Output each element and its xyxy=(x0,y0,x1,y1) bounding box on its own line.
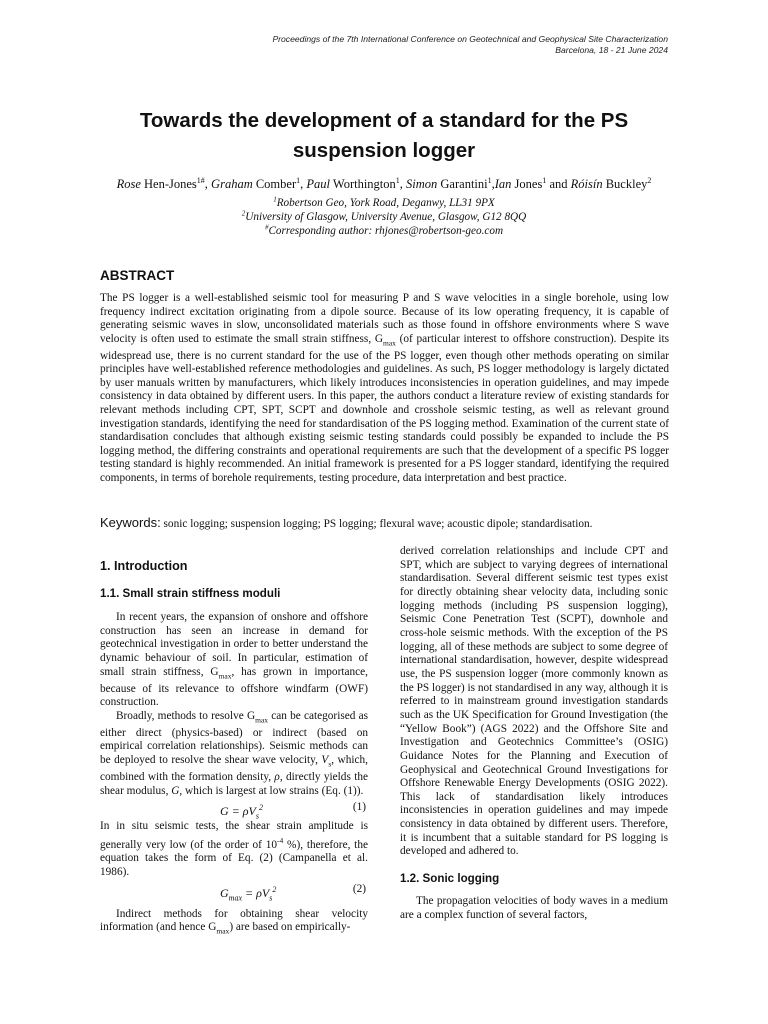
affiliation-line: $^2$University of Glasgow, University Avenue, Glasgow, G12 8QQ xyxy=(241,209,527,223)
equation-1-expression: $G = \rho V_s^2$ xyxy=(220,803,263,821)
author-list xyxy=(60,175,708,193)
author-separator: , xyxy=(399,177,407,191)
subsection-heading-sonic-logging: 1.2. Sonic logging xyxy=(400,872,500,886)
keywords-line xyxy=(100,516,669,531)
author-family-name: Hen-Jones xyxy=(144,177,197,191)
section-heading-introduction: 1. Introduction xyxy=(100,559,188,573)
affiliation-line: #Corresponding author: rhjones@robertson-geo.com xyxy=(264,223,504,237)
author-affiliation-mark: 1 xyxy=(542,175,547,185)
author-separator: , xyxy=(300,177,307,191)
affiliation-line: $^1$Robertson Geo, York Road, Deganwy, LL31 9PX xyxy=(273,195,495,209)
author-separator: , xyxy=(204,177,212,191)
affiliation-list xyxy=(100,196,668,238)
equation-2-number: (2) xyxy=(352,882,366,895)
equation-1-number: (1) xyxy=(352,801,366,814)
author-affiliation-mark: 2 xyxy=(647,175,652,185)
equation-1 xyxy=(100,798,368,820)
author-separator: , xyxy=(491,177,495,191)
author-family-name: Worthington xyxy=(332,177,396,191)
title-line-1: Towards the development of a standard for the PS xyxy=(139,109,629,132)
author-family-name: Jones xyxy=(514,177,543,191)
paragraph: derived correlation relationships and include CPT and SPT, which are subject to varying degrees of international standardisation. Several different seismic test types exist for directly obtaining shear velocity data, including sonic logging methods (including PS suspension logging), Seismic Cone Penetration Test (SCPT), downhole and cross-hole seismic methods. With the exception of the PS logging, all of these methods are subject to some degree of international standardisation, however, despite widespread use, the PS suspension logger (more commonly known as the PS logger) is not standardised in any way, although it is referred to in mainstream ground investigation standards such as the UK Specification for Ground Investigation (the “Yellow Book”) (AGS 2022) and the Offshore Site and Investigation and Geotechnics Committee’s (OSIG) Guidance Notes for the Planning and Execution of Geophysical and Geotechnical Ground Investigations for Offshore Renewable Energy Developments (OSIG 2022). This lack of standardisation likely introduces inconsistencies in operation guidelines and may impede consistency in data obtained by different users. Therefore, it is incumbent that a suitable standard for PS logging is developed and adhered to. xyxy=(400,545,668,858)
author-affiliation-mark: 1 xyxy=(487,175,492,185)
author-given-name: Rose xyxy=(116,177,141,191)
author-separator: and xyxy=(546,177,571,191)
paragraph: Indirect methods for obtaining shear velocity information (and hence $G_{max}$) are based on empirically- xyxy=(100,907,368,936)
paragraph: The propagation velocities of body waves in a medium are a complex function of several factors, xyxy=(400,895,668,921)
author-given-name: Ian xyxy=(494,177,512,191)
author-given-name: Róisín xyxy=(570,177,603,191)
author-given-name: Paul xyxy=(306,177,330,191)
author-given-name: Graham xyxy=(211,177,253,191)
paragraph: In recent years, the expansion of onshore and offshore construction has seen an increase in demand for geotechnical investigation in order to better understand the dynamic behaviour of soil. In particular, estimation of small strain stiffness, $G_{max}$, has grown in importance, because of its relevance to offshore windfarm (OWF) construction. xyxy=(100,611,368,709)
author-affiliation-mark: 1# xyxy=(196,175,205,185)
title-line-2: suspension logger xyxy=(292,139,476,162)
paragraph: In in situ seismic tests, the shear strain amplitude is generally very low (of the order of $10^{-4}$ %), therefore, the equation takes the form of Eq. (2) (Campanella et al. 1986). xyxy=(100,820,368,879)
abstract-heading: ABSTRACT xyxy=(100,268,175,283)
keywords-label: Keywords: xyxy=(100,515,161,530)
right-column xyxy=(400,545,668,922)
header-conference: Proceedings of the 7th International Conference on Geotechnical and Geophysical Site Characterization xyxy=(272,34,668,44)
header-location-date: Barcelona, 18 - 21 June 2024 xyxy=(555,45,668,55)
abstract-text: The PS logger is a well-established seismic tool for measuring P and S wave velocities in a single borehole, using low frequency indirect excitation originating from a dipole source. Because of its low operating frequency, it is capable of generating seismic waves in slow, unconsolidated materials such as those found in offshore environments where S wave velocity is often used to estimate the small strain stiffness, $G_{max}$ (of particular interest to offshore construction). Despite its widespread use, there is no current standard for the use of the PS logger, even though other methods operating on similar principles have well-established reference methodologies and guidelines. As such, PS logger methodology is largely dictated by user manuals written by manufacturers, which likely introduces inconsistencies in operation guidelines, and may impede consistency in data obtained by different users. In this paper, the authors conduct a literature review of existing standards for relevant methods including CPT, SPT, SCPT and downhole and crosshole seismic testing, as well as relevant ground investigation standards, identifying the need for standardisation of the PS logging method. Examination of the current state of standardisation concludes that although existing seismic testing standards could possibly be expanded to include the PS logging method, the differing constraints and operational requirements are such that the development of a specific PS logger testing standard is highly recommended. An initial framework is presented for a PS logger standard, identifying the required components, in terms of borehole requirements, testing procedure, data interpretation and best practice. xyxy=(100,292,669,484)
author-family-name: Comber xyxy=(255,177,297,191)
author-family-name: Buckley xyxy=(605,177,648,191)
paper-title xyxy=(100,106,668,166)
proceedings-header xyxy=(108,34,668,56)
equation-2-expression: $G_{max} = \rho V_s^2$ xyxy=(220,884,277,903)
author-given-name: Simon xyxy=(406,177,438,191)
author-affiliation-mark: 1 xyxy=(395,175,400,185)
equation-2 xyxy=(100,880,368,902)
author-affiliation-mark: 1 xyxy=(296,175,301,185)
author-family-name: Garantini xyxy=(440,177,488,191)
left-column xyxy=(100,545,368,938)
paragraph: Broadly, methods to resolve $G_{max}$ can be categorised as either direct (physics-based) or indirect (based on empirical correlation relationships). Seismic methods can be deployed to resolve the shear wave velocity, $V_s$, which, combined with the formation density, ρ, directly yields the shear modulus, G, which is largest at low strains (Eq. (1)). xyxy=(100,709,368,797)
keywords-text: sonic logging; suspension logging; PS logging; flexural wave; acoustic dipole; standardisation. xyxy=(163,518,593,530)
subsection-heading-small-strain: 1.1. Small strain stiffness moduli xyxy=(100,587,281,600)
